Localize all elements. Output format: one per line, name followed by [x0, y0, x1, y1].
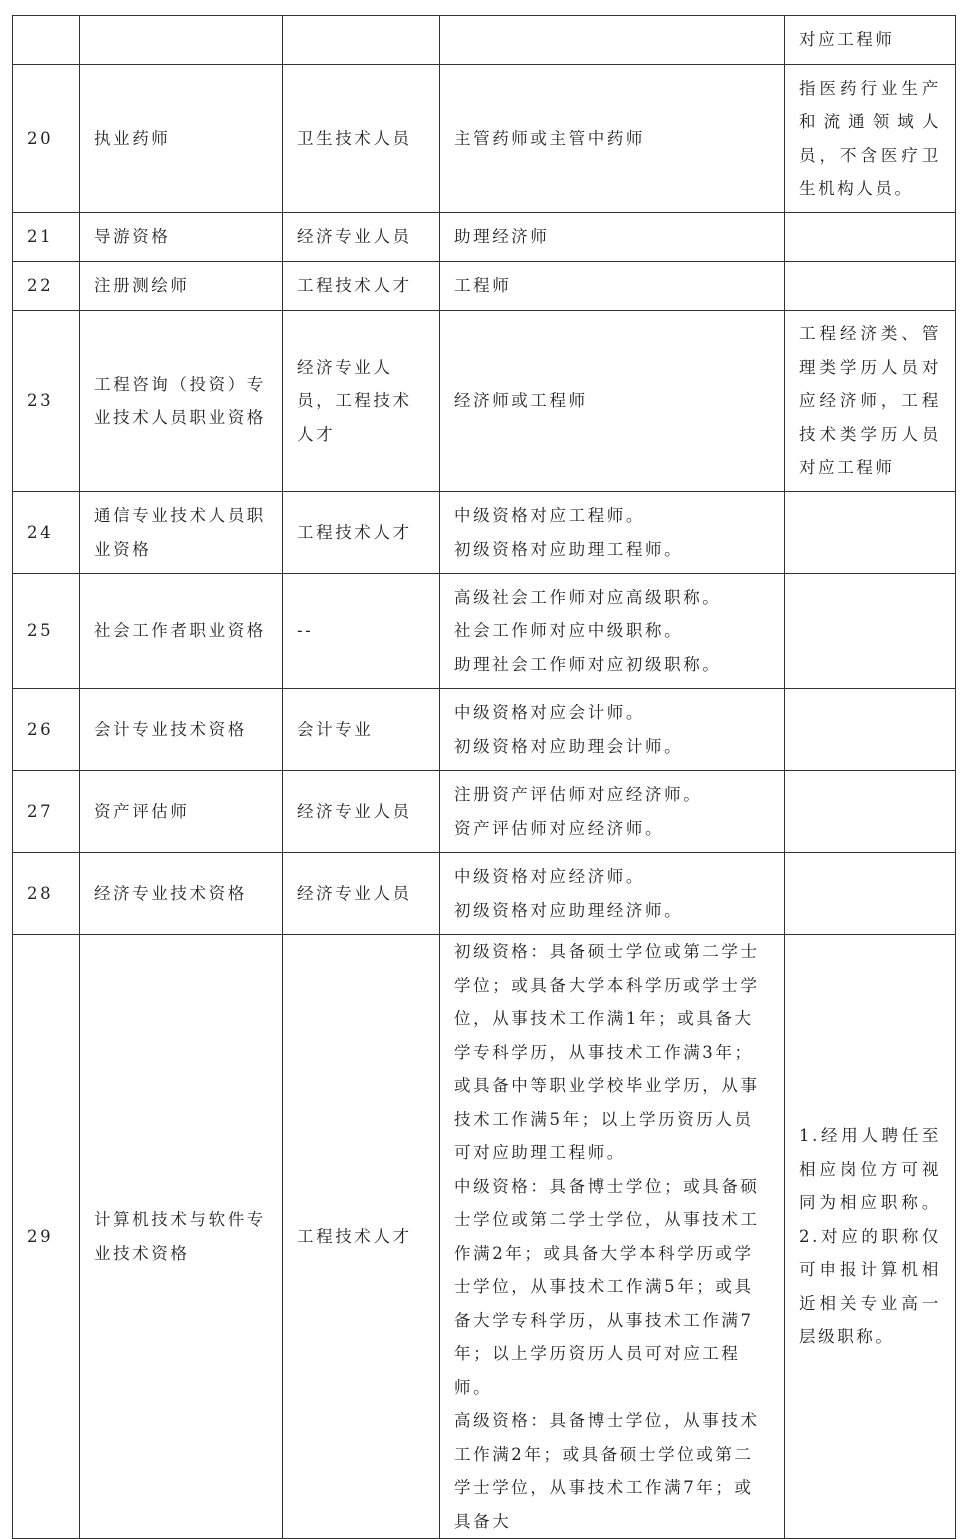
- title-level-cell: [440, 771, 785, 853]
- title-level-line: 资产评估师对应经济师。: [454, 818, 665, 838]
- title-level-line: 中级资格：具备博士学位；或具备硕士学位或第二学士学位，从事技术工作满2年；或具备大学本科学历或学士学位，从事技术工作满5年；或具备大学专科学历，从事技术工作满7年；以上学历资历人员可对应工程师。: [454, 1176, 760, 1397]
- title-level-line: 主管药师或主管中药师: [454, 128, 645, 148]
- title-level-line: 注册资产评估师对应经济师。: [454, 785, 703, 804]
- qualification-name-cell: [80, 16, 283, 65]
- remark-cell: [785, 262, 956, 311]
- title-level-cell: [440, 492, 785, 574]
- remark-cell: [785, 492, 956, 574]
- talent-category-cell: 经济专业人员: [283, 853, 440, 935]
- remark-cell: [785, 213, 956, 262]
- remark-cell: 1.经用人聘任至相应岗位方可视同为相应职称。2.对应的职称仅可申报计算机相近相关专业高一层级职称。: [785, 935, 956, 1539]
- row-number-cell: 25: [13, 574, 80, 689]
- title-level-cell: [440, 935, 785, 1539]
- talent-category-cell: 工程技术人才: [283, 262, 440, 311]
- qualification-name-cell: 计算机技术与软件专业技术资格: [80, 935, 283, 1539]
- title-level-cell: [440, 311, 785, 492]
- table-row: [13, 771, 956, 853]
- qualification-table: [12, 15, 956, 1539]
- remark-cell: [785, 771, 956, 853]
- title-level-line: 经济师或工程师: [454, 391, 588, 411]
- title-level-line: 助理社会工作师对应初级职称。: [454, 654, 722, 674]
- title-level-line: 初级资格对应助理会计师。: [454, 736, 684, 756]
- row-number-cell: 20: [13, 65, 80, 213]
- talent-category-cell: --: [283, 574, 440, 689]
- table-row: [13, 935, 956, 1539]
- title-level-line: 中级资格对应工程师。: [454, 506, 645, 525]
- remark-cell: [785, 853, 956, 935]
- title-level-line: 助理经济师: [454, 227, 550, 247]
- talent-category-cell: [283, 16, 440, 65]
- title-level-cell: [440, 213, 785, 262]
- table-row: [13, 262, 956, 311]
- row-number-cell: 27: [13, 771, 80, 853]
- title-level-cell: [440, 16, 785, 65]
- qualification-name-cell: 经济专业技术资格: [80, 853, 283, 935]
- title-level-line: 社会工作师对应中级职称。: [454, 621, 684, 641]
- qualification-name-cell: 资产评估师: [80, 771, 283, 853]
- title-level-line: 中级资格对应会计师。: [454, 703, 645, 722]
- talent-category-cell: 经济专业人员: [283, 213, 440, 262]
- table-row: [13, 213, 956, 262]
- title-level-line: 初级资格对应助理经济师。: [454, 900, 684, 920]
- title-level-line: 中级资格对应经济师。: [454, 867, 645, 886]
- title-level-line: 初级资格：具备硕士学位或第二学士学位；或具备大学本科学历或学士学位，从事技术工作满1年；或具备大学专科学历，从事技术工作满3年；或具备中等职业学校毕业学历，从事技术工作满5年；以上学历资历人员可对应助理工程师。: [454, 942, 760, 1162]
- qualification-name-cell: 社会工作者职业资格: [80, 574, 283, 689]
- talent-category-cell: 经济专业人员: [283, 771, 440, 853]
- table-row: [13, 853, 956, 935]
- table-row: [13, 311, 956, 492]
- table-row: [13, 492, 956, 574]
- talent-category-cell: 工程技术人才: [283, 935, 440, 1539]
- table-row: [13, 574, 956, 689]
- title-level-cell: [440, 262, 785, 311]
- qualification-name-cell: 导游资格: [80, 213, 283, 262]
- talent-category-cell: 经济专业人员，工程技术人才: [283, 311, 440, 492]
- title-level-cell: [440, 65, 785, 213]
- talent-category-cell: 工程技术人才: [283, 492, 440, 574]
- row-number-cell: 29: [13, 935, 80, 1539]
- row-number-cell: 26: [13, 689, 80, 771]
- row-number-cell: 23: [13, 311, 80, 492]
- remark-cell: [785, 574, 956, 689]
- talent-category-cell: 会计专业: [283, 689, 440, 771]
- qualification-name-cell: 会计专业技术资格: [80, 689, 283, 771]
- remark-cell: 对应工程师: [785, 16, 956, 65]
- row-number-cell: 24: [13, 492, 80, 574]
- qualification-name-cell: 工程咨询（投资）专业技术人员职业资格: [80, 311, 283, 492]
- remark-cell: 工程经济类、管理类学历人员对应经济师，工程技术类学历人员对应工程师: [785, 311, 956, 492]
- table-row: [13, 689, 956, 771]
- title-level-cell: [440, 853, 785, 935]
- title-level-cell: [440, 689, 785, 771]
- title-level-cell: [440, 574, 785, 689]
- table-row: [13, 16, 956, 65]
- row-number-cell: 28: [13, 853, 80, 935]
- row-number-cell: [13, 16, 80, 65]
- qualification-name-cell: 通信专业技术人员职业资格: [80, 492, 283, 574]
- title-level-line: 初级资格对应助理工程师。: [454, 539, 684, 559]
- title-level-line: 高级资格：具备博士学位，从事技术工作满2年；或具备硕士学位或第二学士学位，从事技术工作满7年；或具备大: [454, 1411, 760, 1531]
- row-number-cell: 22: [13, 262, 80, 311]
- row-number-cell: 21: [13, 213, 80, 262]
- remark-cell: [785, 689, 956, 771]
- remark-cell: 指医药行业生产和流通领域人员，不含医疗卫生机构人员。: [785, 65, 956, 213]
- qualification-name-cell: 执业药师: [80, 65, 283, 213]
- title-level-line: 高级社会工作师对应高级职称。: [454, 587, 722, 607]
- qualification-name-cell: 注册测绘师: [80, 262, 283, 311]
- title-level-line: 工程师: [454, 276, 512, 296]
- table-row: [13, 65, 956, 213]
- talent-category-cell: 卫生技术人员: [283, 65, 440, 213]
